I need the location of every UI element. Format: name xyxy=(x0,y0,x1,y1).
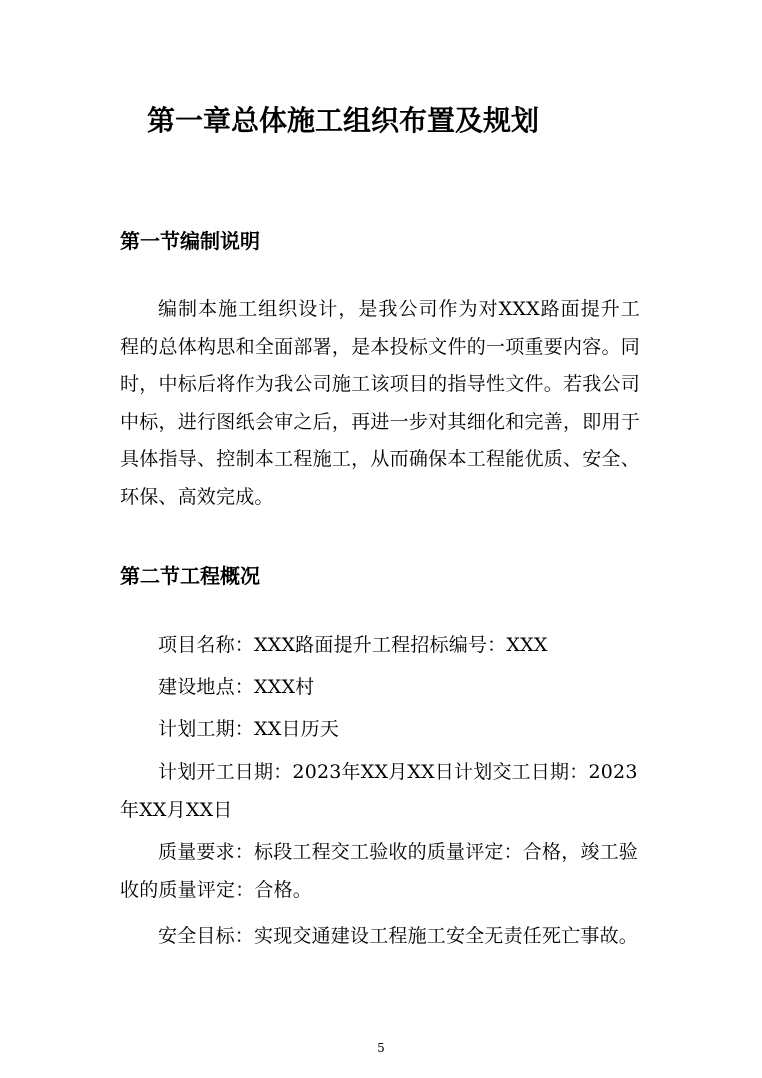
overview-item-project-name: 项目名称：XXX路面提升工程招标编号：XXX xyxy=(158,634,548,656)
overview-item-quality: 质量要求：标段工程交工验收的质量评定：合格，竣工验收的质量评定：合格。 xyxy=(120,841,639,901)
overview-item-dates: 计划开工日期：2023年XX月XX日计划交工日期：2023年XX月XX日 xyxy=(120,761,638,821)
page-number: 5 xyxy=(377,1041,385,1055)
section-heading-overview: 第二节工程概况 xyxy=(120,564,260,588)
overview-item-duration: 计划工期：XX日历天 xyxy=(158,718,340,740)
chapter-title: 第一章总体施工组织布置及规划 xyxy=(147,104,540,137)
compilation-paragraph: 编制本施工组织设计，是我公司作为对XXX路面提升工程的总体构思和全面部署，是本投标文件的一项重要内容。同时，中标后将作为我公司施工该项目的指导性文件。若我公司中标，进行图纸会审之后，再进一步对其细化和完善，即用于具体指导、控制本工程施工，从而确保本工程能优质、安全、环保、高效完成。 xyxy=(120,298,640,508)
section-heading-compilation: 第一节编制说明 xyxy=(120,229,260,253)
overview-item-location: 建设地点：XXX村 xyxy=(158,676,315,698)
overview-item-safety: 安全目标：实现交通建设工程施工安全无责任死亡事故。 xyxy=(158,925,639,947)
